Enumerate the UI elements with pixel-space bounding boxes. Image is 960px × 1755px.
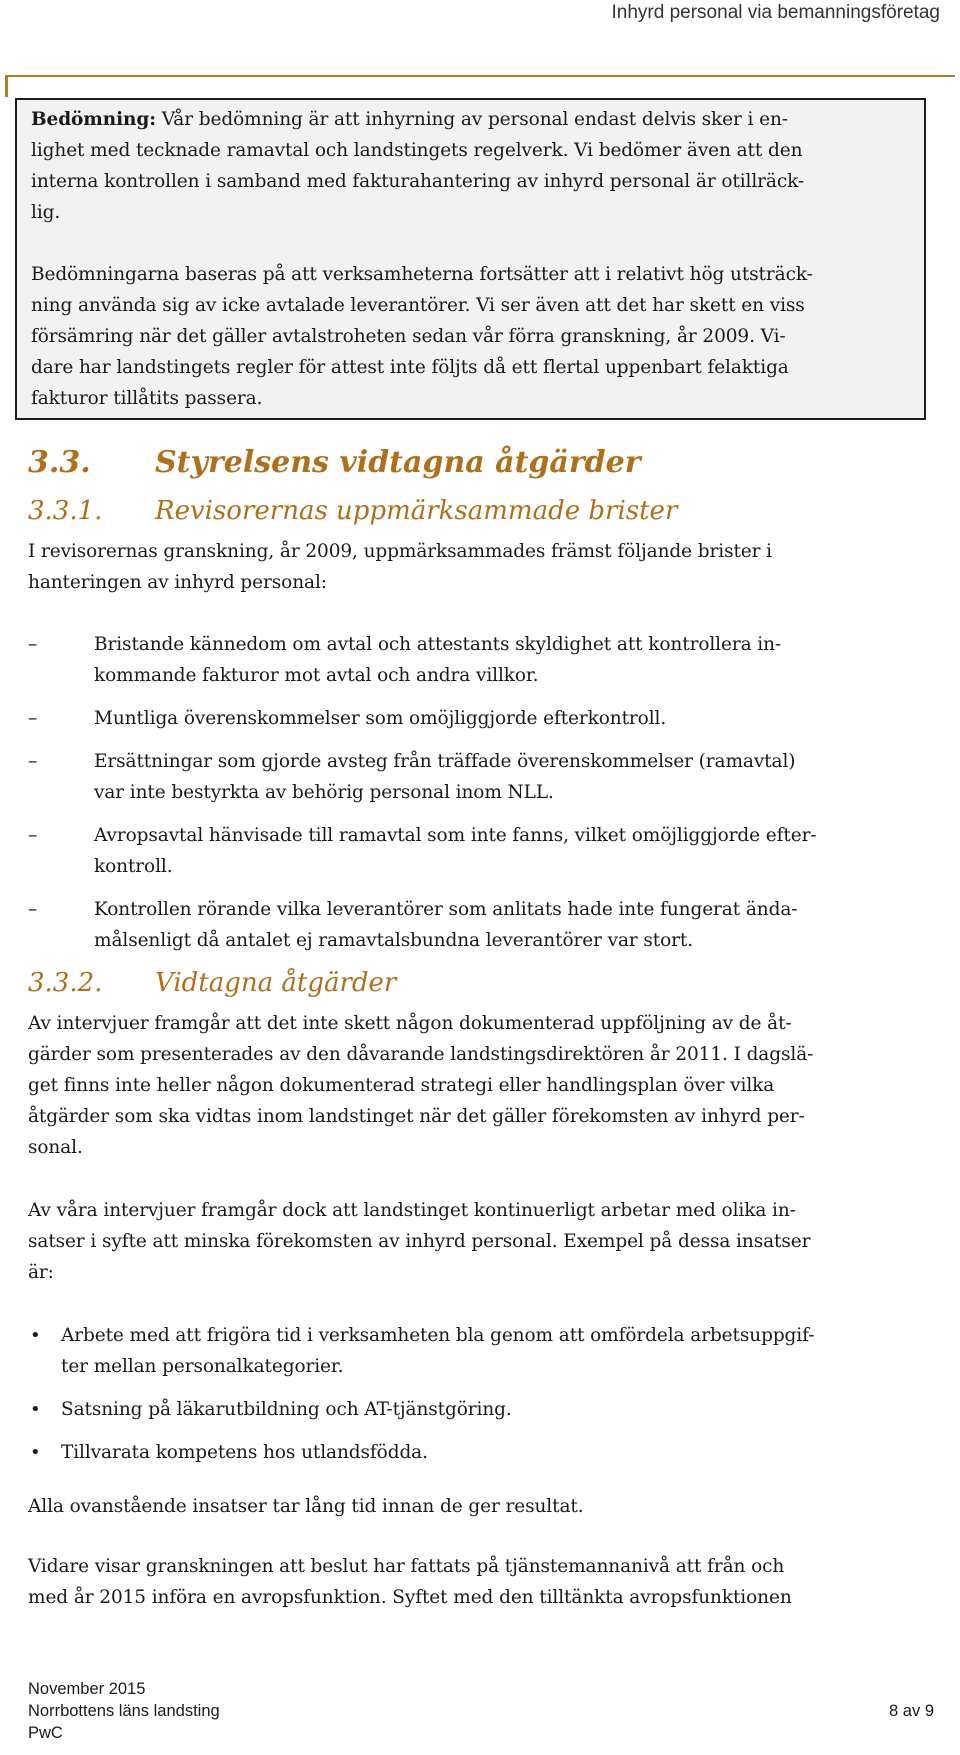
bullet-icon: •	[30, 1399, 41, 1420]
section-3-3-2-paragraph-4: Vidare visar granskningen att beslut har fattats på tjänstemannanivå att från och med år 2015 införa en avropsfunktion. Syftet med den tilltänkta avropsfunktionen	[28, 1556, 792, 1608]
bullet-icon: •	[30, 1442, 41, 1463]
section-3-3-2-paragraph-1: Av intervjuer framgår att det inte skett någon dokumenterad uppföljning av de åt- gärder som presenterades av den dåvarande landstingsdirektören år 2011. I dagslä- get finns inte heller någon dokumenterad strategi eller handlingsplan över vilka åtgärder som ska vidtas inom landstinget när det gäller förekomsten av inhyrd per- sonal.	[28, 1013, 814, 1158]
assessment-paragraph-2: Bedömningarna baseras på att verksamheterna fortsätter att i relativt hög utsträck- ning använda sig av icke avtalade leverantörer. Vi ser även att det har skett en viss försämring när det gäller avtalstroheten sedan vår förra granskning, år 2009. Vi- dare har landstingets regler för attest inte följts då ett flertal uppenbart felaktiga fakturor tillåtits passera.	[31, 264, 813, 409]
section-heading-3-3-2: 3.3.2. Vidtagna åtgärder	[28, 968, 397, 998]
section-3-3-2-paragraph-2: Av våra intervjuer framgår dock att landstinget kontinuerligt arbetar med olika in- satser i syfte att minska förekomsten av inhyrd personal. Exempel på dessa insatser är:	[28, 1200, 811, 1283]
list-item: – Kontrollen rörande vilka leverantörer som anlitats hade inte fungerat ända- målsenligt då antalet ej ramavtalsbundna leverantörer var stort.	[28, 899, 798, 951]
header-corner	[5, 75, 8, 97]
measures-list	[28, 1320, 938, 1468]
list-item: – Ersättningar som gjorde avsteg från träffade överenskommelser (ramavtal) var inte bestyrkta av behörig personal inom NLL.	[28, 751, 796, 803]
deficiency-list	[28, 629, 938, 956]
list-item: – Avropsavtal hänvisade till ramavtal som inte fanns, vilket omöjliggjorde efter- kontroll.	[28, 825, 817, 877]
section-3-3-1-intro: I revisorernas granskning, år 2009, uppmärksammades främst följande brister i hanteringen av inhyrd personal:	[28, 541, 772, 593]
bullet-icon: •	[30, 1325, 41, 1346]
footer-organization: Norrbottens läns landsting	[28, 1702, 220, 1720]
list-item: – Muntliga överenskommelser som omöjliggjorde efterkontroll.	[28, 708, 667, 729]
section-heading-3-3: 3.3. Styrelsens vidtagna åtgärder	[28, 445, 641, 480]
footer-date: November 2015	[28, 1680, 146, 1698]
assessment-label: Bedömning:	[31, 109, 156, 130]
header-rule	[5, 75, 955, 77]
list-item: – Bristande kännedom om avtal och attestants skyldighet att kontrollera in- kommande fakturor mot avtal och andra villkor.	[28, 634, 782, 686]
assessment-box	[15, 98, 926, 420]
list-item: • Arbete med att frigöra tid i verksamheten bla genom att omfördela arbetsuppgif- ter mellan personalkategorier.	[28, 1320, 938, 1382]
section-heading-3-3-1: 3.3.1. Revisorernas uppmärksammade brister	[28, 496, 678, 526]
document-title: Inhyrd personal via bemanningsföretag	[611, 2, 940, 23]
footer-company: PwC	[28, 1724, 63, 1742]
page-number: 8 av 9	[889, 1702, 934, 1720]
section-3-3-2-paragraph-3: Alla ovanstående insatser tar lång tid innan de ger resultat.	[28, 1496, 584, 1517]
list-item: • Tillvarata kompetens hos utlandsfödda.	[28, 1437, 938, 1468]
assessment-paragraph-1: Bedömning: Vår bedömning är att inhyrning av personal endast delvis sker i en- lighet med tecknade ramavtal och landstingets regelverk. Vi bedömer även att den interna kontrollen i samband med fakturahantering av inhyrd personal är otillräck- lig.	[31, 109, 805, 223]
list-item: • Satsning på läkarutbildning och AT-tjänstgöring.	[28, 1394, 938, 1425]
